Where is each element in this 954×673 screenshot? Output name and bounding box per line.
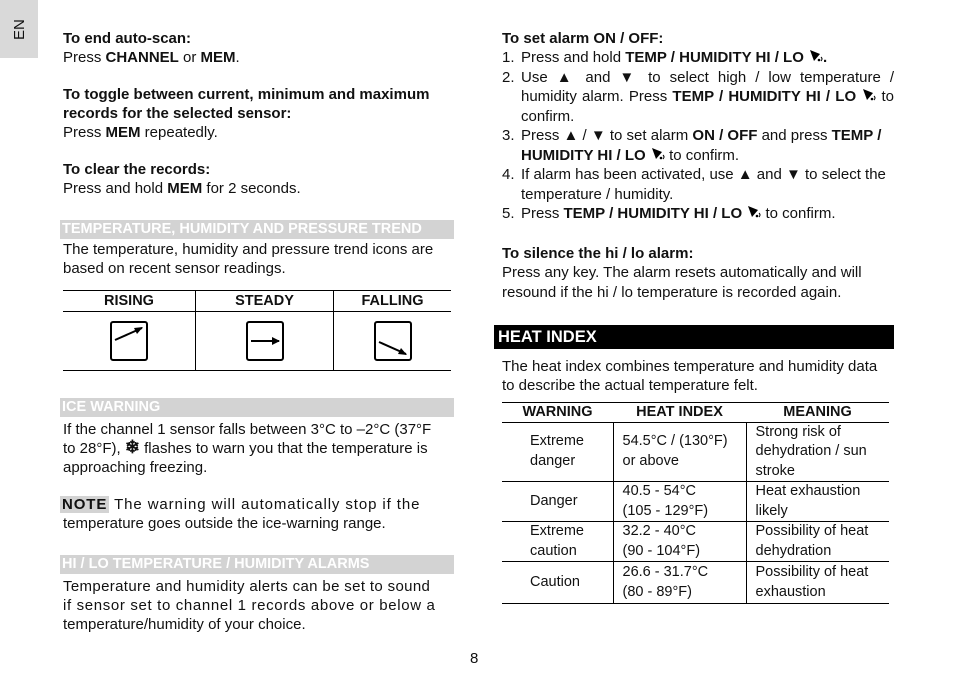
trend-header-rising: RISING [63, 291, 196, 312]
alarm-section-title: HI / LO TEMPERATURE / HUMIDITY ALARMS [60, 555, 454, 574]
step-3: 3. Press ▲ / ▼ to set alarm ON / OFF and press TEMP / HUMIDITY HI / LO to confirm. [502, 127, 882, 164]
warning-cell: Danger [502, 482, 613, 522]
trend-section-title: TEMPERATURE, HUMIDITY AND PRESSURE TREND [60, 220, 454, 239]
autoscan-text: Press CHANNEL or MEM. [63, 49, 240, 66]
table-row [502, 482, 889, 522]
ice-text: If the channel 1 sensor falls between 3°C to –2°C (37°F [63, 421, 432, 438]
step-1: 1. Press and hold TEMP / HUMIDITY HI / LO . [502, 49, 828, 66]
silence-heading: To silence the hi / lo alarm: [502, 244, 694, 262]
steady-arrow-icon [246, 321, 284, 361]
ice-text-2: to 28°F), ❄ flashes to warn you that the temperature is [63, 437, 428, 457]
table-row [502, 562, 889, 604]
language-tab [0, 0, 38, 58]
meaning-cell: Possibility of heat exhaustion [746, 562, 889, 604]
meaning-cell: Possibility of heat dehydration [746, 522, 889, 562]
alarm-text-3: temperature/humidity of your choice. [63, 616, 306, 633]
heat-index-cell: 54.5°C / (130°F) or above [613, 422, 746, 482]
toggle-heading: To toggle between current, minimum and maximum [63, 86, 430, 103]
warning-cell: Extreme danger [502, 422, 613, 482]
heat-index-title: HEAT INDEX [494, 325, 894, 349]
meaning-cell: Heat exhaustion likely [746, 482, 889, 522]
toggle-text: Press MEM repeatedly. [63, 124, 218, 141]
heat-header-meaning: MEANING [746, 402, 889, 422]
ice-text-3: approaching freezing. [63, 459, 208, 476]
trend-text-2: based on recent sensor readings. [63, 260, 286, 277]
toggle-heading-2: records for the selected sensor: [63, 105, 292, 122]
heat-index-text: The heat index combines temperature and humidity data [502, 357, 878, 375]
left-column [63, 29, 451, 634]
steady-trend-cell [196, 312, 334, 371]
table-row [502, 422, 889, 482]
trend-table [63, 290, 451, 371]
silence-text-2: resound if the hi / lo temperature is recorded again. [502, 283, 842, 301]
snowflake-icon: ❄ [124, 437, 140, 457]
table-row [502, 522, 889, 562]
step-2: 2. Use ▲ and ▼ to select high / low temperature / humidity alarm. Press TEMP / HUMIDITY HI / LO to confirm. [502, 68, 895, 125]
right-column [498, 29, 895, 604]
step-5: 5. Press TEMP / HUMIDITY HI / LO to confirm. [502, 205, 836, 222]
note-text-2: temperature goes outside the ice-warning range. [63, 515, 386, 532]
note-text: NOTE The warning will automatically stop if the [62, 496, 421, 513]
heat-index-cell: 26.6 - 31.7°C (80 - 89°F) [613, 562, 746, 604]
clear-heading: To clear the records: [63, 161, 211, 178]
heat-header-warning: WARNING [502, 402, 613, 422]
heat-index-cell: 40.5 - 54°C (105 - 129°F) [613, 482, 746, 522]
warning-cell: Extreme caution [502, 522, 613, 562]
alarm-text: Temperature and humidity alerts can be set to sound [63, 578, 431, 595]
clear-text: Press and hold MEM for 2 seconds. [63, 180, 301, 197]
silence-text: Press any key. The alarm resets automatically and will [502, 263, 862, 281]
rising-trend-cell [63, 312, 196, 371]
heat-index-table [502, 402, 889, 605]
trend-header-falling: FALLING [334, 291, 452, 312]
trend-header-steady: STEADY [196, 291, 334, 312]
set-alarm-heading: To set alarm ON / OFF: [502, 30, 664, 47]
alarm-bell-icon [742, 205, 761, 222]
heat-index-text-2: to describe the actual temperature felt. [502, 376, 758, 394]
ice-warning-title: ICE WARNING [60, 398, 454, 417]
falling-trend-cell [334, 312, 452, 371]
alarm-bell-icon [646, 147, 665, 164]
warning-cell: Caution [502, 562, 613, 604]
trend-text: The temperature, humidity and pressure trend icons are [63, 241, 434, 258]
language-label: EN [11, 19, 28, 40]
note-label: NOTE [62, 496, 108, 513]
page-number: 8 [470, 650, 479, 667]
heat-index-cell: 32.2 - 40°C (90 - 104°F) [613, 522, 746, 562]
step-4: 4. If alarm has been activated, use ▲ and ▼ to select the temperature / humidity. [502, 166, 886, 203]
alarm-text-2: if sensor set to channel 1 records above or below a [63, 597, 436, 614]
alarm-bell-icon [856, 88, 876, 105]
rising-arrow-icon [110, 321, 148, 361]
falling-arrow-icon [374, 321, 412, 361]
autoscan-heading: To end auto-scan: [63, 30, 192, 47]
meaning-cell: Strong risk of dehydration / sun stroke [746, 422, 889, 482]
heat-header-index: HEAT INDEX [613, 402, 746, 422]
alarm-bell-icon [804, 49, 823, 66]
alarm-steps-list [502, 48, 894, 224]
